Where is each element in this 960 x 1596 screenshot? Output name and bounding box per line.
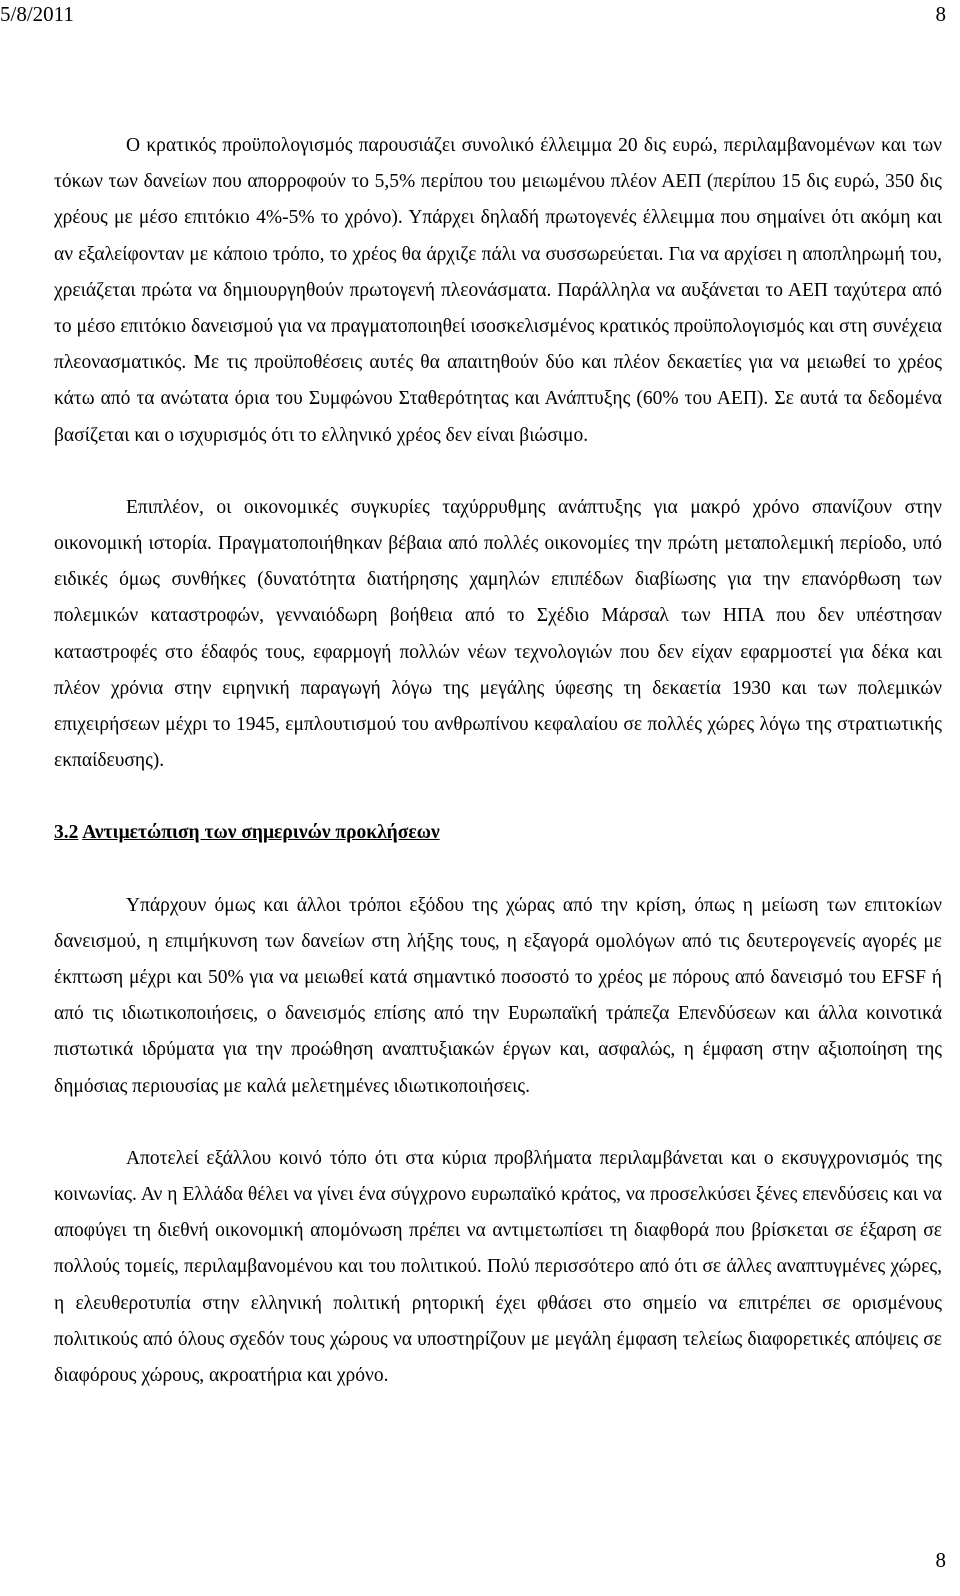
section-heading bbox=[54, 815, 942, 851]
header-date: 5/8/2011 bbox=[0, 2, 74, 26]
paragraph-modernization: Αποτελεί εξάλλου κοινό τόπο ότι στα κύρια προβλήματα περιλαμβάνεται και ο εκσυγχρονισμός της κοινωνίας. Αν η Ελλάδα θέλει να γίνει ένα σύγχρονο ευρωπαϊκό κράτος, να προσελκύσει ξένες επενδύσεις και να αποφύγει τη διεθνή οικονομική απομόνωση πρέπει να αντιμετωπίσει τη διαφθορά που βρίσκεται σε έξαρση σε πολλούς τομείς, περιλαμβανομένου και του πολιτικού. Πολύ περισσότερο από ότι σε άλλες αναπτυγμένες χώρες, η ελευθεροτυπία στην ελληνική πολιτική ρητορική έχει φθάσει στο σημείο να επιτρέπει σε ορισμένους πολιτικούς από όλους σχεδόν τους χώρους να υποστηρίζουν με μεγάλη έμφαση τελείως διαφορετικές απόψεις σε διαφόρους χώρους, ακροατήρια και χρόνο. bbox=[54, 1147, 942, 1387]
paragraph-budget-deficit: Ο κρατικός προϋπολογισμός παρουσιάζει συνολικό έλλειμμα 20 δις ευρώ, περιλαμβανομένων και των τόκων των δανείων που απορροφούν το 5,5% περίπου του μειωμένου πλέον ΑΕΠ (περίπου 15 δις ευρώ, 350 δις χρέους με μέσο επιτόκιο 4%-5% το χρόνο). Υπάρχει δηλαδή πρωτογενές έλλειμμα που σημαίνει ότι ακόμη και αν εξαλείφονταν με κάποιο τρόπο, το χρέος θα άρχιζε πάλι να συσσωρεύεται. Για να αρχίσει η αποπληρωμή του, χρειάζεται πρώτα να δημιουργηθούν πρωτογενή πλεονάσματα. Παράλληλα να αυξάνεται το ΑΕΠ ταχύτερα από το μέσο επιτόκιο δανεισμού για να πραγματοποιηθεί ισοσκελισμένος κρατικός προϋπολογισμός και στη συνέχεια πλεονασματικός. Με τις προϋποθέσεις αυτές θα απαιτηθούν δύο και πλέον δεκαετίες για να μειωθεί το χρέος κάτω από τα ανώτατα όρια του Συμφώνου Σταθερότητας και Ανάπτυξης (60% του ΑΕΠ). Σε αυτά τα δεδομένα βασίζεται και ο ισχυρισμός ότι το ελληνικό χρέος δεν είναι βιώσιμο. bbox=[54, 135, 942, 446]
section-number: 3.2 bbox=[54, 822, 79, 844]
paragraph-exit-options: Υπάρχουν όμως και άλλοι τρόποι εξόδου της χώρας από την κρίση, όπως η μείωση των επιτοκίων δανεισμού, η επιμήκυνση των δανείων στη λήξης τους, η εξαγορά ομολόγων από τις δευτερογενείς αγορές με έκπτωση μέχρι και 50% για να μειωθεί κατά σημαντικό ποσοστό το χρέος με πόρους από δανεισμό του EFSF ή από τις ιδιωτικοποιήσεις, ο δανεισμός επίσης από την Ευρωπαϊκή τράπεζα Επενδύσεων και άλλα κοινοτικά πιστωτικά ιδρύματα για την προώθηση αναπτυξιακών έργων και, ασφαλώς, η έμφαση στην αξιοποίηση της δημόσιας περιουσίας με καλά μελετημένες ιδιωτικοποιήσεις. bbox=[54, 894, 942, 1097]
header-page-number: 8 bbox=[935, 2, 946, 26]
page-body bbox=[54, 128, 942, 1394]
section-title: Αντιμετώπιση των σημερινών προκλήσεων bbox=[82, 822, 440, 844]
paragraph-growth-history: Επιπλέον, οι οικονομικές συγκυρίες ταχύρρυθμης ανάπτυξης για μακρό χρόνο σπανίζουν στην οικονομική ιστορία. Πραγματοποιήθηκαν βέβαια από πολλές οικονομίες την πρώτη μεταπολεμική περίοδο, υπό ειδικές όμως συνθήκες (δυνατότητα διατήρησης χαμηλών επιπέδων διαβίωσης για την επανόρθωση των πολεμικών καταστροφών, γενναιόδωρη βοήθεια από το Σχέδιο Μάρσαλ των ΗΠΑ που δεν υπέστησαν καταστροφές στο έδαφός τους, εφαρμογή πολλών νέων τεχνολογιών που δεν είχαν εφαρμοστεί για δέκα και πλέον χρόνια στην ειρηνική παραγωγή λόγω της μεγάλης ύφεσης τη δεκαετία 1930 και των πολεμικών επιχειρήσεων μέχρι το 1945, εμπλουτισμού του ανθρωπίνου κεφαλαίου σε πολλές χώρες λόγω της στρατιωτικής εκπαίδευσης). bbox=[54, 496, 942, 772]
footer-page-number: 8 bbox=[935, 1548, 946, 1572]
